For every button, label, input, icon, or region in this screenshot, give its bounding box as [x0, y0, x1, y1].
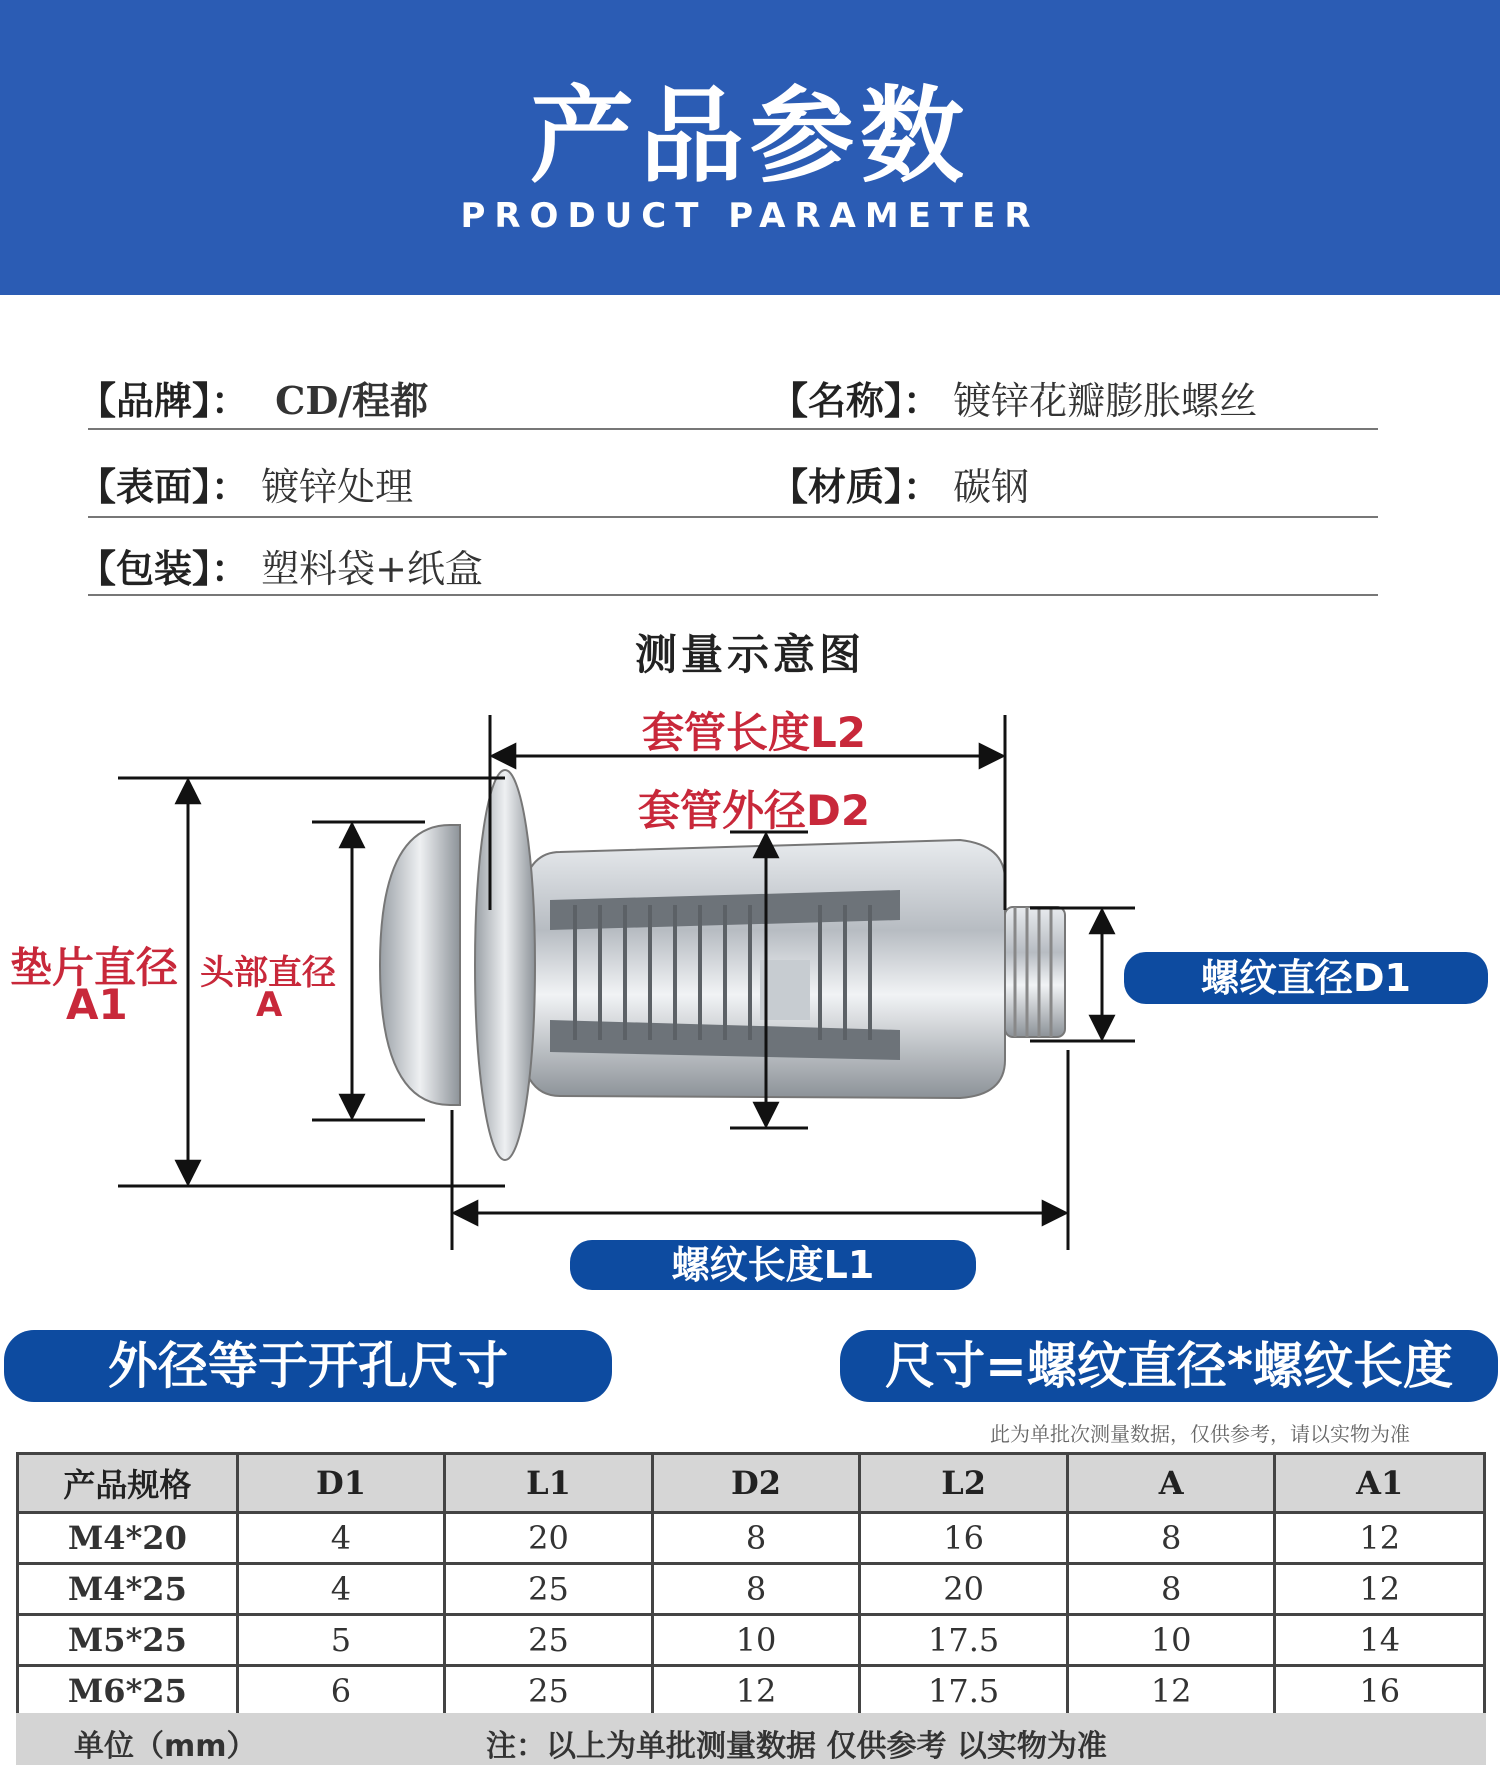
spec-name-key: 【名称】：	[770, 379, 942, 423]
spec-table	[16, 1452, 1486, 1718]
table-cell: 16	[860, 1513, 1068, 1564]
label-head-diameter-code: A	[256, 985, 283, 1025]
label-thread-diameter: 螺纹直径D1	[1124, 952, 1488, 1004]
label-washer-diameter: 垫片直径	[10, 943, 179, 992]
spec-material-key: 【材质】：	[770, 465, 942, 509]
table-unit-label: 单位（mm）	[74, 1729, 257, 1764]
table-header: A	[1067, 1454, 1275, 1513]
banner-outer-diameter: 外径等于开孔尺寸	[4, 1330, 612, 1402]
table-cell: M6*25	[18, 1666, 238, 1717]
spec-surface-value: 镀锌处理	[261, 465, 414, 509]
bolt-head	[380, 825, 460, 1105]
table-cell: 4	[237, 1564, 445, 1615]
table-row	[18, 1666, 1485, 1717]
table-cell: M5*25	[18, 1615, 238, 1666]
table-cell: 20	[860, 1564, 1068, 1615]
spec-material-value: 碳钢	[953, 465, 1030, 509]
table-header: L2	[860, 1454, 1068, 1513]
label-thread-length: 螺纹长度L1	[570, 1240, 976, 1290]
table-footer	[16, 1713, 1486, 1765]
diagram-title: 测量示意图	[634, 630, 865, 679]
banner-size-formula: 尺寸=螺纹直径*螺纹长度	[840, 1330, 1498, 1402]
page-title: 产品参数	[529, 75, 970, 197]
thread-end	[1005, 907, 1065, 1037]
table-cell: 25	[445, 1615, 653, 1666]
disclaimer-note: 此为单批次测量数据，仅供参考，请以实物为准	[990, 1422, 1410, 1446]
table-cell: 10	[652, 1615, 860, 1666]
table-cell: 10	[1067, 1615, 1275, 1666]
table-row	[18, 1615, 1485, 1666]
table-header-row	[18, 1454, 1485, 1513]
spec-package-value: 塑料袋+纸盒	[261, 547, 483, 591]
spec-brand-value: CD/程都	[275, 378, 429, 423]
table-header: D2	[652, 1454, 860, 1513]
table-cell: 25	[445, 1564, 653, 1615]
table-cell: 6	[237, 1666, 445, 1717]
table-header: L1	[445, 1454, 653, 1513]
spec-name-value: 镀锌花瓣膨胀螺丝	[953, 379, 1258, 423]
table-header: D1	[237, 1454, 445, 1513]
label-washer-diameter-code: A1	[66, 980, 128, 1029]
table-cell: 8	[1067, 1513, 1275, 1564]
table-cell: 12	[1275, 1564, 1485, 1615]
spec-package-key: 【包装】：	[78, 547, 250, 591]
table-header: 产品规格	[18, 1454, 238, 1513]
spec-surface-key: 【表面】：	[78, 465, 250, 509]
sleeve	[520, 840, 1005, 1098]
table-cell: 25	[445, 1666, 653, 1717]
table-cell: M4*25	[18, 1564, 238, 1615]
page-subtitle: PRODUCT PARAMETER	[460, 196, 1040, 236]
table-cell: 12	[652, 1666, 860, 1717]
table-cell: 8	[1067, 1564, 1275, 1615]
table-cell: 20	[445, 1513, 653, 1564]
table-cell: 12	[1067, 1666, 1275, 1717]
table-row	[18, 1564, 1485, 1615]
table-cell: 8	[652, 1513, 860, 1564]
table-cell: 17.5	[860, 1615, 1068, 1666]
washer	[475, 770, 535, 1160]
label-head-diameter: 头部直径	[200, 953, 336, 993]
table-cell: 12	[1275, 1513, 1485, 1564]
table-cell: 8	[652, 1564, 860, 1615]
label-sleeve-length: 套管长度L2	[642, 708, 866, 757]
table-row	[18, 1513, 1485, 1564]
table-cell: 14	[1275, 1615, 1485, 1666]
spec-brand-key: 【品牌】：	[78, 379, 250, 423]
table-cell: M4*20	[18, 1513, 238, 1564]
table-header: A1	[1275, 1454, 1485, 1513]
table-cell: 5	[237, 1615, 445, 1666]
table-cell: 17.5	[860, 1666, 1068, 1717]
table-footer-note: 注：以上为单批测量数据 仅供参考 以实物为准	[486, 1729, 1107, 1764]
table-cell: 16	[1275, 1666, 1485, 1717]
table-cell: 4	[237, 1513, 445, 1564]
label-sleeve-diameter: 套管外径D2	[638, 786, 871, 835]
